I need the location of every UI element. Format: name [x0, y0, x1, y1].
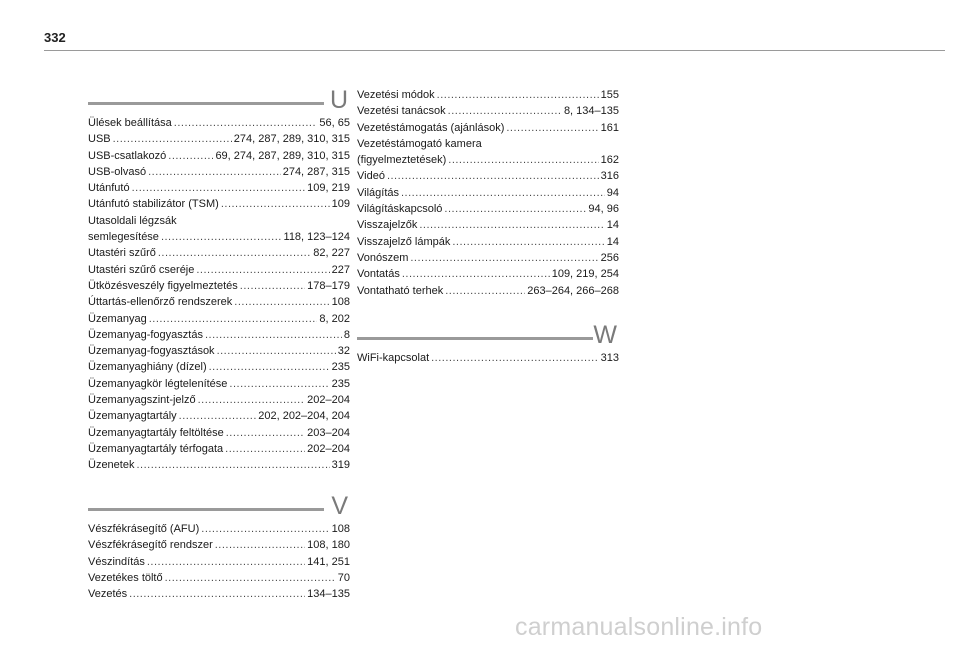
index-term: Vontatható terhek	[357, 284, 444, 297]
index-entry	[88, 180, 350, 196]
index-entry	[88, 245, 350, 261]
index-section-u	[88, 85, 350, 474]
index-entry	[88, 570, 350, 586]
section-header-v	[88, 491, 350, 519]
page-references: 109	[331, 198, 350, 211]
page-references: 32	[337, 345, 350, 358]
page-references: 313	[600, 352, 619, 364]
dot-leader	[431, 350, 599, 366]
dot-leader	[448, 103, 562, 119]
index-entry	[88, 537, 350, 553]
index-term: Üzemanyag-fogyasztás	[88, 328, 203, 341]
dot-leader	[387, 168, 599, 184]
index-term: Videó	[357, 170, 385, 183]
page-references: 109, 219	[307, 182, 350, 195]
page-references: 235	[331, 361, 350, 374]
index-entry	[88, 441, 350, 457]
dot-leader	[147, 554, 305, 570]
index-entry	[88, 164, 350, 180]
header-divider	[44, 50, 945, 51]
index-term: Vonószem	[357, 251, 409, 264]
page-references: 203–204	[307, 426, 350, 439]
page-references: 108	[331, 296, 350, 309]
page-references: 69, 274, 287, 289, 310, 315	[215, 149, 350, 162]
dot-leader	[132, 180, 306, 196]
index-term: Vezetés	[88, 588, 128, 601]
section-divider	[88, 102, 324, 105]
section-letter: U	[329, 86, 348, 114]
dot-leader	[229, 376, 329, 392]
dot-leader	[402, 266, 550, 282]
index-term: Ütközésveszély figyelmeztetés	[88, 279, 238, 292]
entry-list	[357, 87, 619, 299]
index-term: Vontatás	[357, 268, 400, 281]
index-entry	[357, 250, 619, 266]
index-entry	[357, 217, 619, 233]
page-references: 108	[331, 523, 350, 535]
index-section-v-continued	[357, 85, 619, 299]
page-references: 94, 96	[588, 203, 619, 216]
page-references: 178–179	[307, 279, 350, 292]
index-term: Üzemanyag	[88, 312, 147, 325]
section-letter: V	[331, 492, 348, 520]
dot-leader	[221, 196, 330, 212]
index-term: Üzemanyagkör légtelenítése	[88, 377, 228, 390]
dot-leader	[209, 359, 330, 375]
index-entry	[357, 120, 619, 136]
dot-leader	[201, 521, 329, 537]
index-term: Ülések beállítása	[88, 117, 172, 129]
page-references: 70	[337, 571, 350, 584]
entry-list	[88, 115, 350, 474]
index-term: Üzemanyagszint-jelző	[88, 394, 196, 407]
index-term: USB	[88, 133, 111, 146]
index-entry	[88, 392, 350, 408]
page-references: 56, 65	[319, 117, 350, 129]
index-term: USB-olvasó	[88, 165, 147, 178]
index-entry	[357, 234, 619, 250]
index-section-v	[88, 491, 350, 602]
page-references: 263–264, 266–268	[527, 284, 619, 297]
page-references: 162	[600, 154, 619, 167]
dot-leader	[234, 294, 329, 310]
dot-leader	[179, 408, 257, 424]
dot-leader	[240, 278, 305, 294]
page-references: 8, 202	[319, 312, 350, 325]
index-term: Utánfutó	[88, 182, 130, 195]
dot-leader	[410, 250, 598, 266]
index-term: Úttartás-ellenőrző rendszerek	[88, 296, 233, 309]
section-divider	[88, 508, 324, 511]
index-entry	[88, 196, 350, 212]
index-section-w	[357, 320, 619, 366]
dot-leader	[506, 120, 598, 136]
page-references: 227	[331, 263, 350, 276]
page-references: 316	[600, 170, 619, 183]
index-term: (figyelmeztetések)	[357, 154, 447, 167]
page-references: 108, 180	[307, 539, 350, 552]
index-term: Utánfutó stabilizátor (TSM)	[88, 198, 219, 211]
dot-leader	[215, 537, 305, 553]
page-references: 202, 202–204, 204	[258, 410, 350, 423]
index-entry	[88, 115, 350, 131]
page-references: 8, 134–135	[563, 105, 619, 118]
dot-leader	[452, 234, 604, 250]
index-term: semlegesítése	[88, 231, 159, 244]
section-divider	[357, 337, 593, 340]
index-entry	[88, 131, 350, 147]
page-number: 332	[44, 30, 66, 45]
page-references: 109, 219, 254	[551, 268, 619, 281]
index-entry	[88, 278, 350, 294]
dot-leader	[448, 152, 598, 168]
index-term: Világítás	[357, 186, 399, 199]
page-references: 274, 287, 315	[282, 165, 350, 178]
index-entry	[88, 554, 350, 570]
index-term: USB-csatlakozó	[88, 149, 167, 162]
index-term: Vezetési módok	[357, 89, 435, 101]
page-references: 202–204	[307, 394, 350, 407]
index-term: Vezetéstámogatás (ajánlások)	[357, 121, 505, 134]
index-entry	[88, 586, 350, 602]
page-references: 155	[600, 89, 619, 101]
dot-leader	[168, 148, 213, 164]
dot-leader	[158, 245, 311, 261]
dot-leader	[165, 570, 336, 586]
index-entry	[88, 229, 350, 245]
index-term: Üzemanyagtartály feltöltése	[88, 426, 224, 439]
section-header-w	[357, 320, 619, 348]
index-entry	[88, 327, 350, 343]
dot-leader	[113, 131, 232, 147]
page-references: 8	[343, 328, 350, 341]
index-entry	[357, 185, 619, 201]
index-term: Utastéri szűrő	[88, 247, 156, 260]
index-entry	[88, 408, 350, 424]
section-header-u	[88, 85, 350, 113]
dot-leader	[174, 115, 318, 131]
dot-leader	[401, 185, 605, 201]
dot-leader	[148, 164, 281, 180]
index-entry	[357, 168, 619, 184]
dot-leader	[437, 87, 599, 103]
index-entry	[88, 359, 350, 375]
page-references: 94	[606, 186, 619, 199]
watermark: carmanualsonline.info	[515, 613, 763, 641]
page-references: 161	[600, 121, 619, 134]
index-entry	[357, 266, 619, 282]
dot-leader	[161, 229, 282, 245]
index-entry	[88, 376, 350, 392]
index-entry	[357, 201, 619, 217]
index-term: WiFi-kapcsolat	[357, 352, 430, 364]
page-references: 14	[606, 235, 619, 248]
page-references: 14	[606, 219, 619, 232]
index-entry	[88, 148, 350, 164]
index-term: Üzemanyag-fogyasztások	[88, 345, 215, 358]
page-references: 134–135	[307, 588, 350, 601]
index-entry	[88, 521, 350, 537]
dot-leader	[196, 262, 329, 278]
index-entry	[357, 152, 619, 168]
index-entry	[88, 311, 350, 327]
dot-leader	[149, 311, 318, 327]
page-references: 274, 287, 289, 310, 315	[233, 133, 350, 146]
index-term: Vezetékes töltő	[88, 571, 163, 584]
index-entry	[88, 425, 350, 441]
page-references: 141, 251	[307, 555, 350, 568]
dot-leader	[217, 343, 336, 359]
index-entry	[88, 343, 350, 359]
index-entry	[357, 103, 619, 119]
index-entry	[88, 262, 350, 278]
index-entry	[88, 294, 350, 310]
entry-list	[88, 521, 350, 602]
index-term: Vészindítás	[88, 555, 145, 568]
index-term: Világításkapcsoló	[357, 203, 443, 216]
index-term: Üzemanyagtartály	[88, 410, 177, 423]
index-term: Üzemanyaghiány (dízel)	[88, 361, 207, 374]
index-entry	[357, 87, 619, 103]
dot-leader	[205, 327, 342, 343]
index-term: Vészfékrásegítő (AFU)	[88, 523, 200, 535]
dot-leader	[198, 392, 306, 408]
dot-leader	[225, 441, 305, 457]
index-term: Üzemanyagtartály térfogata	[88, 442, 224, 455]
index-entry	[357, 350, 619, 366]
index-entry-line: Vezetéstámogató kamera	[357, 137, 482, 150]
page-references: 235	[331, 377, 350, 390]
index-term: Visszajelző lámpák	[357, 235, 451, 248]
index-entry-line: Utasoldali légzsák	[88, 214, 177, 227]
dot-leader	[419, 217, 604, 233]
index-term: Vezetési tanácsok	[357, 105, 446, 118]
dot-leader	[445, 283, 525, 299]
index-term: Utastéri szűrő cseréje	[88, 263, 195, 276]
page-references: 256	[600, 251, 619, 264]
dot-leader	[136, 457, 329, 473]
dot-leader	[444, 201, 586, 217]
index-term: Visszajelzők	[357, 219, 418, 232]
index-term: Üzenetek	[88, 459, 135, 472]
page-references: 202–204	[307, 442, 350, 455]
entry-list	[357, 350, 619, 366]
page-references: 118, 123–124	[283, 231, 350, 244]
dot-leader	[226, 425, 305, 441]
index-entry	[88, 457, 350, 473]
dot-leader	[129, 586, 305, 602]
index-entry	[357, 283, 619, 299]
index-term: Vészfékrásegítő rendszer	[88, 539, 213, 552]
section-letter: W	[593, 321, 617, 349]
page-references: 82, 227	[313, 247, 350, 260]
page-references: 319	[331, 459, 350, 472]
